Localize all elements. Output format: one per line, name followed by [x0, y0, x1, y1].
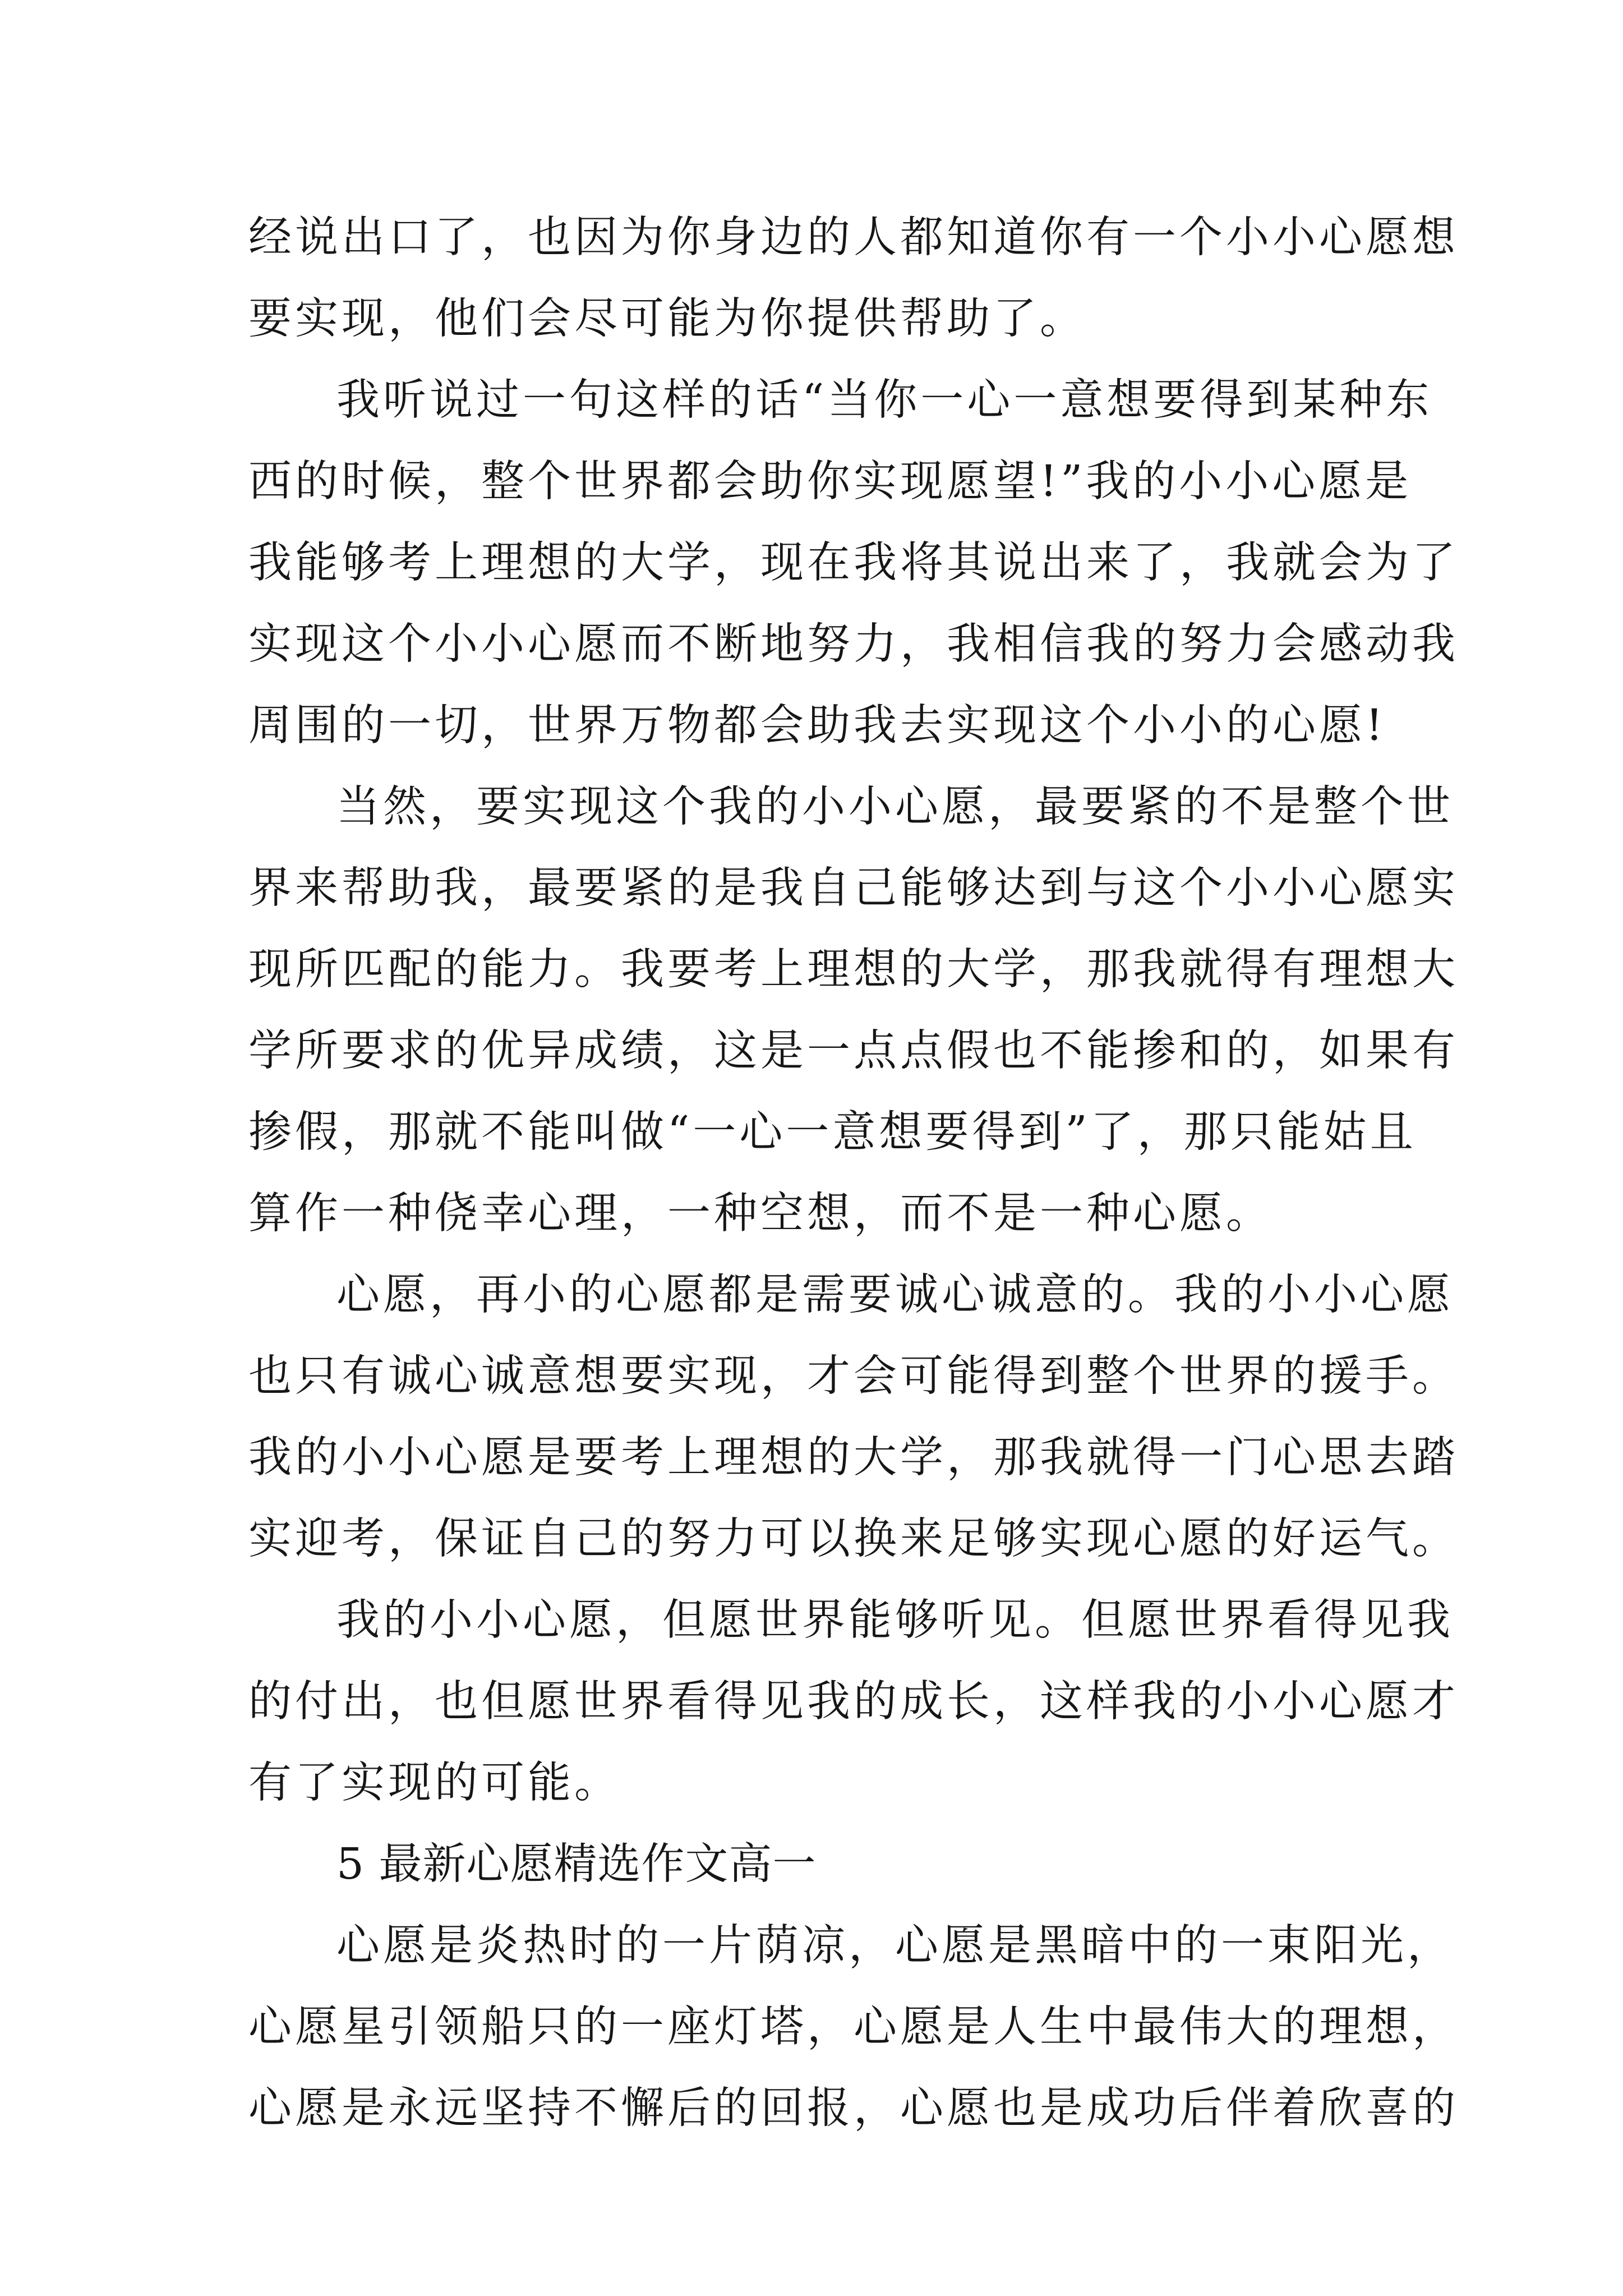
text-line: 我能够考上理想的大学，现在我将其说出来了，我就会为了	[248, 538, 1459, 588]
section-heading: 5 最新心愿精选作文高一	[336, 1839, 817, 1889]
text-line: 掺假，那就不能叫做“一心一意想要得到”了，那只能姑且	[248, 1107, 1417, 1157]
text-line: 有了实现的可能。	[248, 1758, 621, 1808]
text-line: 的付出，也但愿世界看得见我的成长，这样我的小小心愿才	[248, 1677, 1459, 1727]
paragraph-start-line: 心愿，再小的心愿都是需要诚心诚意的。我的小小心愿	[336, 1270, 1454, 1320]
text-line: 我的小小心愿是要考上理想的大学，那我就得一门心思去踏	[248, 1433, 1459, 1483]
text-line: 经说出口了，也因为你身边的人都知道你有一个小小心愿想	[248, 213, 1459, 263]
text-line: 周围的一切，世界万物都会助我去实现这个小小的心愿!	[248, 701, 1386, 751]
paragraph-start-line: 当然，要实现这个我的小小心愿，最要紧的不是整个世	[336, 782, 1454, 832]
paragraph-start-line: 我的小小心愿，但愿世界能够听见。但愿世界看得见我	[336, 1595, 1454, 1645]
text-line: 心愿星引领船只的一座灯塔，心愿是人生中最伟大的理想，	[248, 2002, 1459, 2052]
text-line: 学所要求的优异成绩，这是一点点假也不能掺和的，如果有	[248, 1026, 1459, 1076]
paragraph-start-line: 我听说过一句这样的话“当你一心一意想要得到某种东	[336, 375, 1433, 425]
text-line: 界来帮助我，最要紧的是我自己能够达到与这个小小心愿实	[248, 863, 1459, 913]
text-line: 实迎考，保证自己的努力可以换来足够实现心愿的好运气。	[248, 1514, 1459, 1564]
text-line: 要实现，他们会尽可能为你提供帮助了。	[248, 294, 1086, 344]
text-line: 心愿是永远坚持不懈后的回报，心愿也是成功后伴着欣喜的	[248, 2083, 1459, 2133]
text-line: 实现这个小小心愿而不断地努力，我相信我的努力会感动我	[248, 619, 1459, 669]
paragraph-start-line: 心愿是炎热时的一片荫凉，心愿是黑暗中的一束阳光，	[336, 1921, 1454, 1971]
text-line: 也只有诚心诚意想要实现，才会可能得到整个世界的援手。	[248, 1351, 1459, 1401]
text-line: 西的时候，整个世界都会助你实现愿望!”我的小小心愿是	[248, 457, 1412, 507]
text-line: 算作一种侥幸心理，一种空想，而不是一种心愿。	[248, 1189, 1272, 1239]
text-line: 现所匹配的能力。我要考上理想的大学，那我就得有理想大	[248, 945, 1459, 995]
